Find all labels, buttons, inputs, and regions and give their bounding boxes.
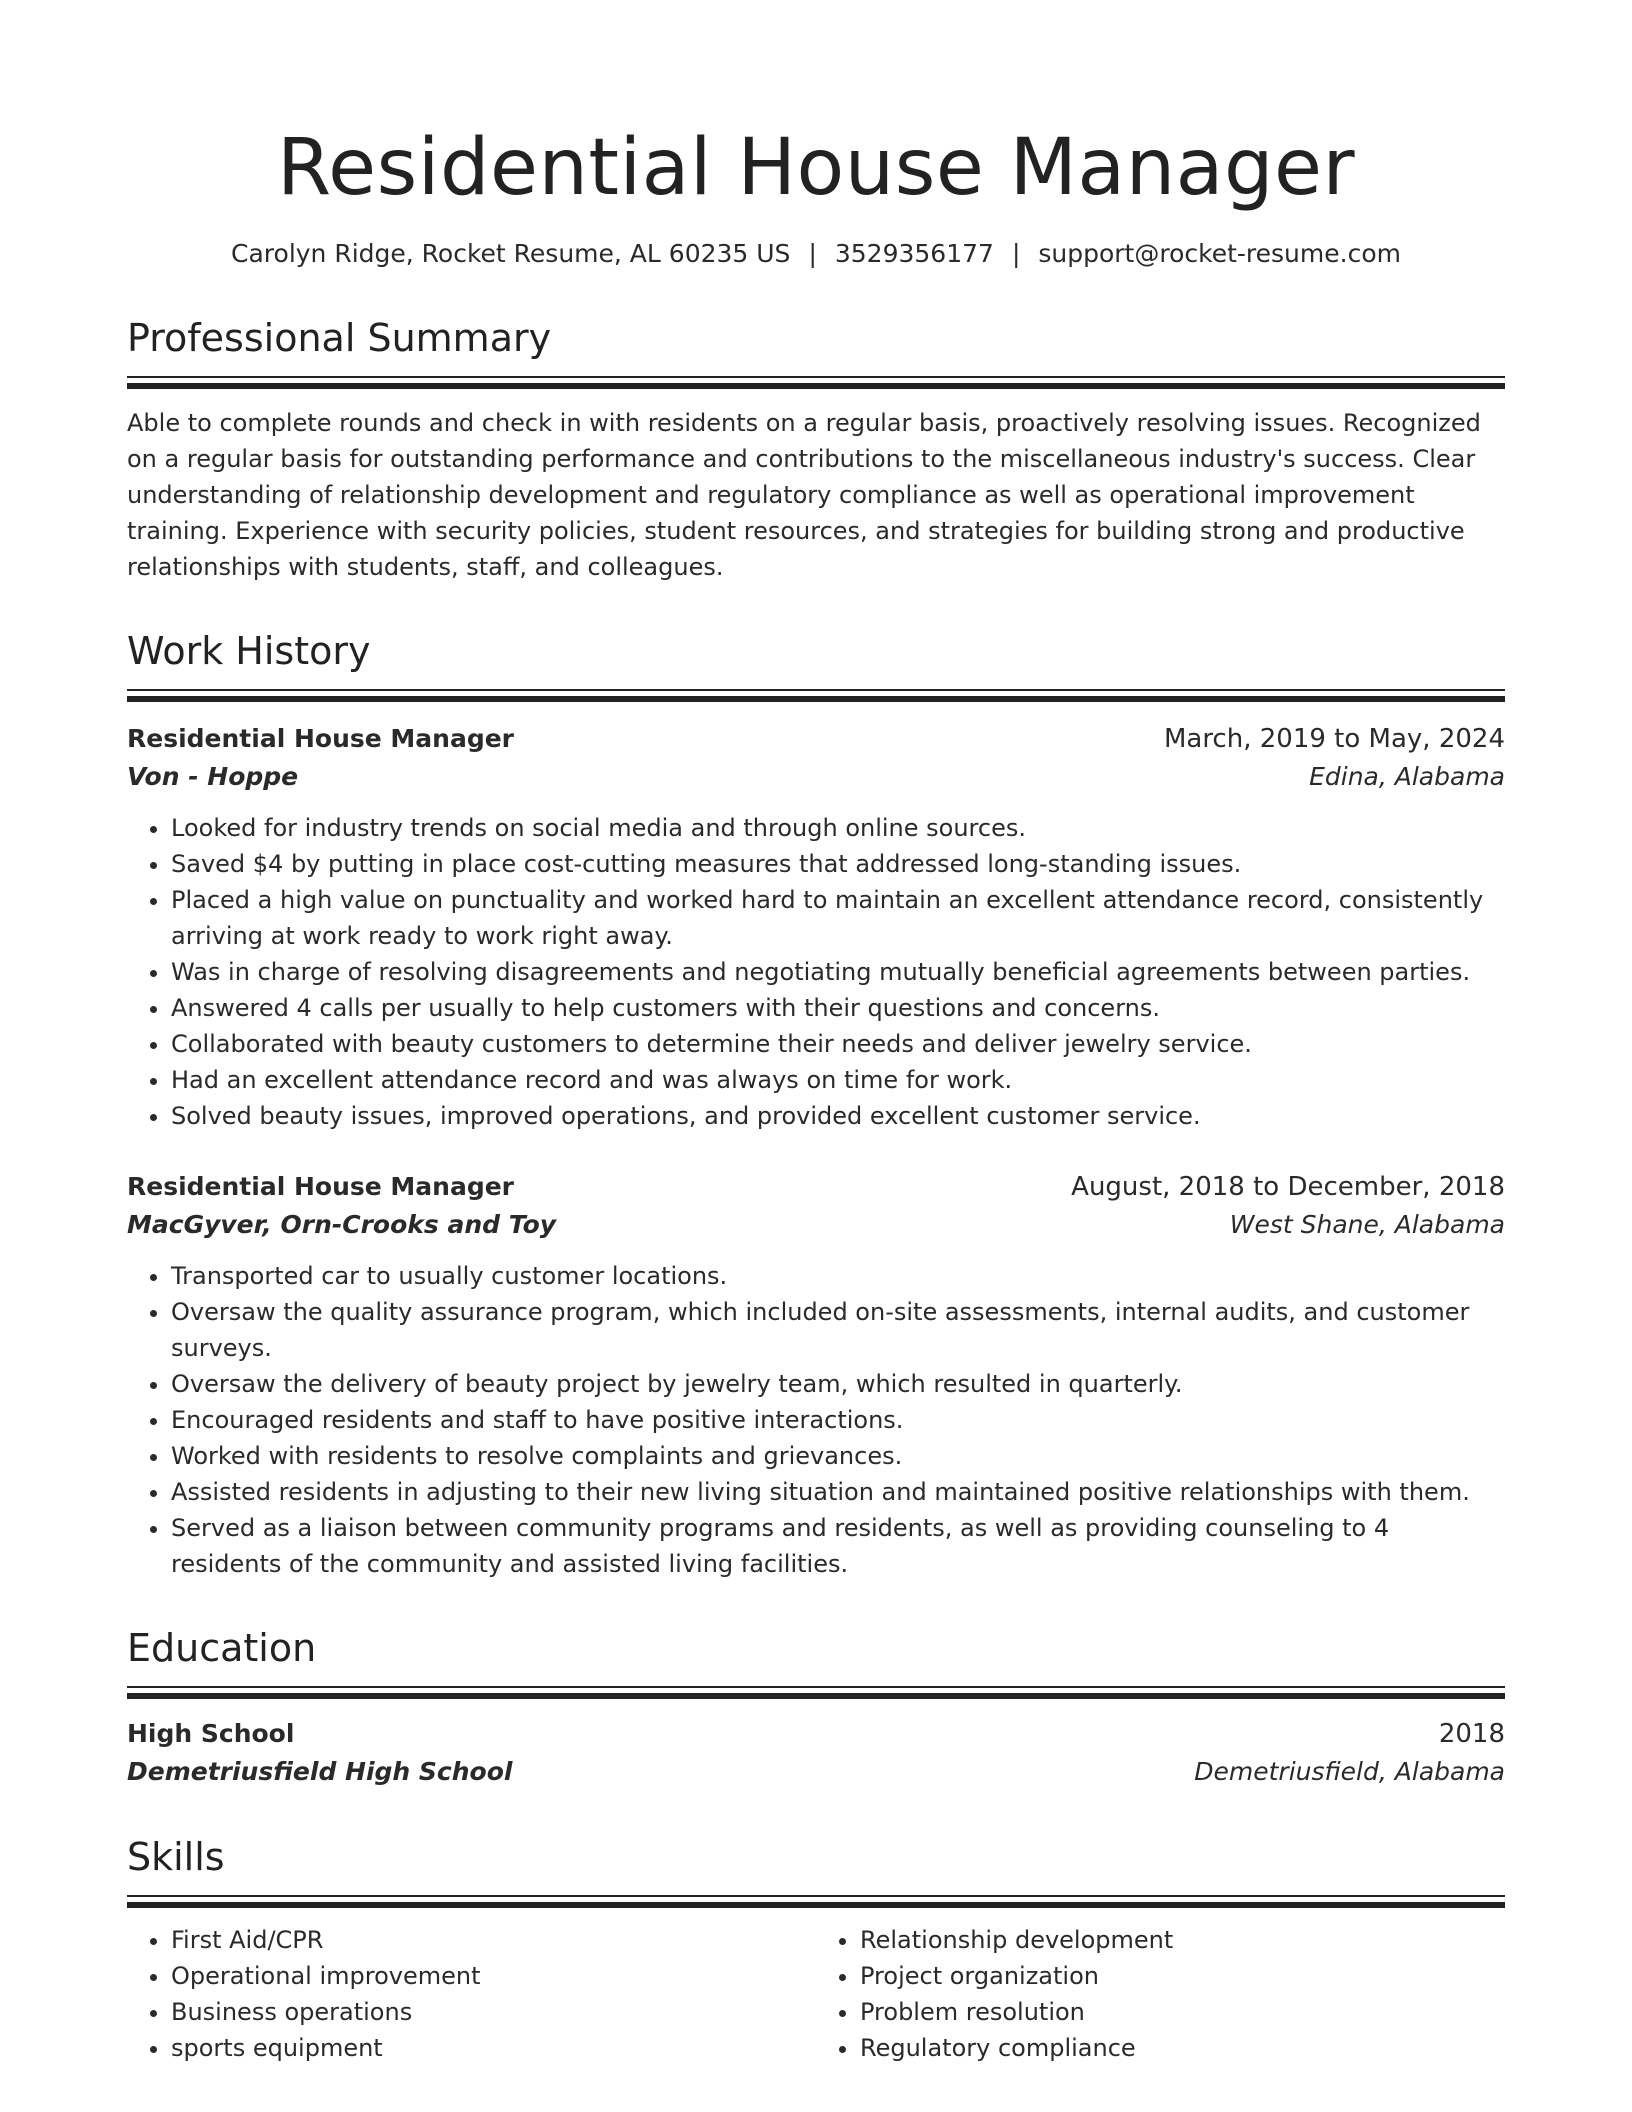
section-title-summary: Professional Summary — [127, 316, 552, 360]
job-bullet: • Answered 4 calls per usually to help customers with their questions and concerns. — [171, 990, 1505, 1026]
skill-item: • sports equipment — [171, 2030, 816, 2066]
job-bullet: • Was in charge of resolving disagreements and negotiating mutually beneficial agreements between parties. — [171, 954, 1505, 990]
skills-column-left — [127, 1922, 816, 2066]
job-company: Von - Hoppe — [127, 762, 299, 791]
skill-item: • First Aid/CPR — [171, 1922, 816, 1958]
education-entry — [127, 1715, 1505, 1791]
job-bullet: • Solved beauty issues, improved operations, and provided excellent customer service. — [171, 1098, 1505, 1134]
education-location: Demetriusfield, Alabama — [1194, 1757, 1505, 1786]
skill-item: • Regulatory compliance — [860, 2030, 1505, 2066]
summary-text: Able to complete rounds and check in with residents on a regular basis, proactively resolving issues. Recognized on a regular basis for outstanding performance and contributions to the miscellaneous industry's success. Clear understanding of relationship development and regulatory compliance as well as operational improvement training. Experience with security policies, student resources, and strategies for building strong and productive relationships with students, staff, and colleagues. — [127, 409, 1481, 581]
job-bullet: • Oversaw the quality assurance program, which included on-site assessments, internal audits, and customer surveys. — [171, 1294, 1505, 1366]
job-entry — [127, 1168, 1505, 1582]
job-bullets — [127, 1258, 1505, 1582]
section-rule — [127, 689, 1505, 691]
contact-line — [127, 236, 1505, 272]
contact-separator: | — [1011, 239, 1021, 268]
job-bullet: • Saved $4 by putting in place cost-cutting measures that addressed long-standing issues. — [171, 846, 1505, 882]
job-bullet: • Worked with residents to resolve complaints and grievances. — [171, 1438, 1505, 1474]
job-bullet: • Assisted residents in adjusting to their new living situation and maintained positive relationships with them. — [171, 1474, 1505, 1510]
job-dates: August, 2018 to December, 2018 — [1071, 1172, 1505, 1202]
contact-address: Carolyn Ridge, Rocket Resume, AL 60235 US — [231, 239, 791, 268]
education-school: Demetriusfield High School — [127, 1757, 513, 1786]
job-bullet: • Placed a high value on punctuality and worked hard to maintain an excellent attendance record, consistently arriving at work ready to work right away. — [171, 882, 1505, 954]
education-section — [127, 1624, 1505, 1791]
education-year: 2018 — [1438, 1719, 1505, 1749]
job-location: West Shane, Alabama — [1229, 1210, 1505, 1239]
section-rule — [127, 1686, 1505, 1688]
section-rule-thick — [127, 696, 1505, 702]
skill-item: • Problem resolution — [860, 1994, 1505, 2030]
skill-item: • Business operations — [171, 1994, 816, 2030]
summary-section — [127, 314, 1505, 585]
skills-section — [127, 1833, 1505, 2066]
section-title-education: Education — [127, 1626, 317, 1670]
skills-column-right — [816, 1922, 1505, 2066]
job-title: Residential House Manager — [127, 724, 514, 753]
work-history-section — [127, 627, 1505, 1582]
section-title-work: Work History — [127, 629, 371, 673]
contact-phone: 3529356177 — [834, 239, 994, 268]
section-rule-thick — [127, 1902, 1505, 1908]
job-bullet: • Looked for industry trends on social media and through online sources. — [171, 810, 1505, 846]
section-rule-thick — [127, 1693, 1505, 1699]
job-entry — [127, 720, 1505, 1134]
job-bullets — [127, 810, 1505, 1134]
skill-item: • Operational improvement — [171, 1958, 816, 1994]
job-title: Residential House Manager — [127, 1172, 514, 1201]
section-rule — [127, 376, 1505, 378]
contact-email: support@rocket-resume.com — [1038, 239, 1401, 268]
job-bullet: • Served as a liaison between community programs and residents, as well as providing counseling to 4 residents of the community and assisted living facilities. — [171, 1510, 1505, 1582]
job-dates: March, 2019 to May, 2024 — [1163, 724, 1505, 754]
resume-name: Residential House Manager — [276, 123, 1356, 213]
section-rule — [127, 1895, 1505, 1897]
skill-item: • Project organization — [860, 1958, 1505, 1994]
job-bullet: • Oversaw the delivery of beauty project by jewelry team, which resulted in quarterly. — [171, 1366, 1505, 1402]
job-bullet: • Encouraged residents and staff to have positive interactions. — [171, 1402, 1505, 1438]
section-title-skills: Skills — [127, 1835, 225, 1879]
section-rule-thick — [127, 383, 1505, 389]
education-degree: High School — [127, 1719, 295, 1748]
job-bullet: • Transported car to usually customer locations. — [171, 1258, 1505, 1294]
job-bullet: • Collaborated with beauty customers to determine their needs and deliver jewelry service. — [171, 1026, 1505, 1062]
job-bullet: • Had an excellent attendance record and was always on time for work. — [171, 1062, 1505, 1098]
skill-item: • Relationship development — [860, 1922, 1505, 1958]
contact-separator: | — [808, 239, 817, 268]
skills-grid — [127, 1922, 1505, 2066]
job-location: Edina, Alabama — [1309, 762, 1505, 791]
job-company: MacGyver, Orn-Crooks and Toy — [127, 1210, 557, 1239]
